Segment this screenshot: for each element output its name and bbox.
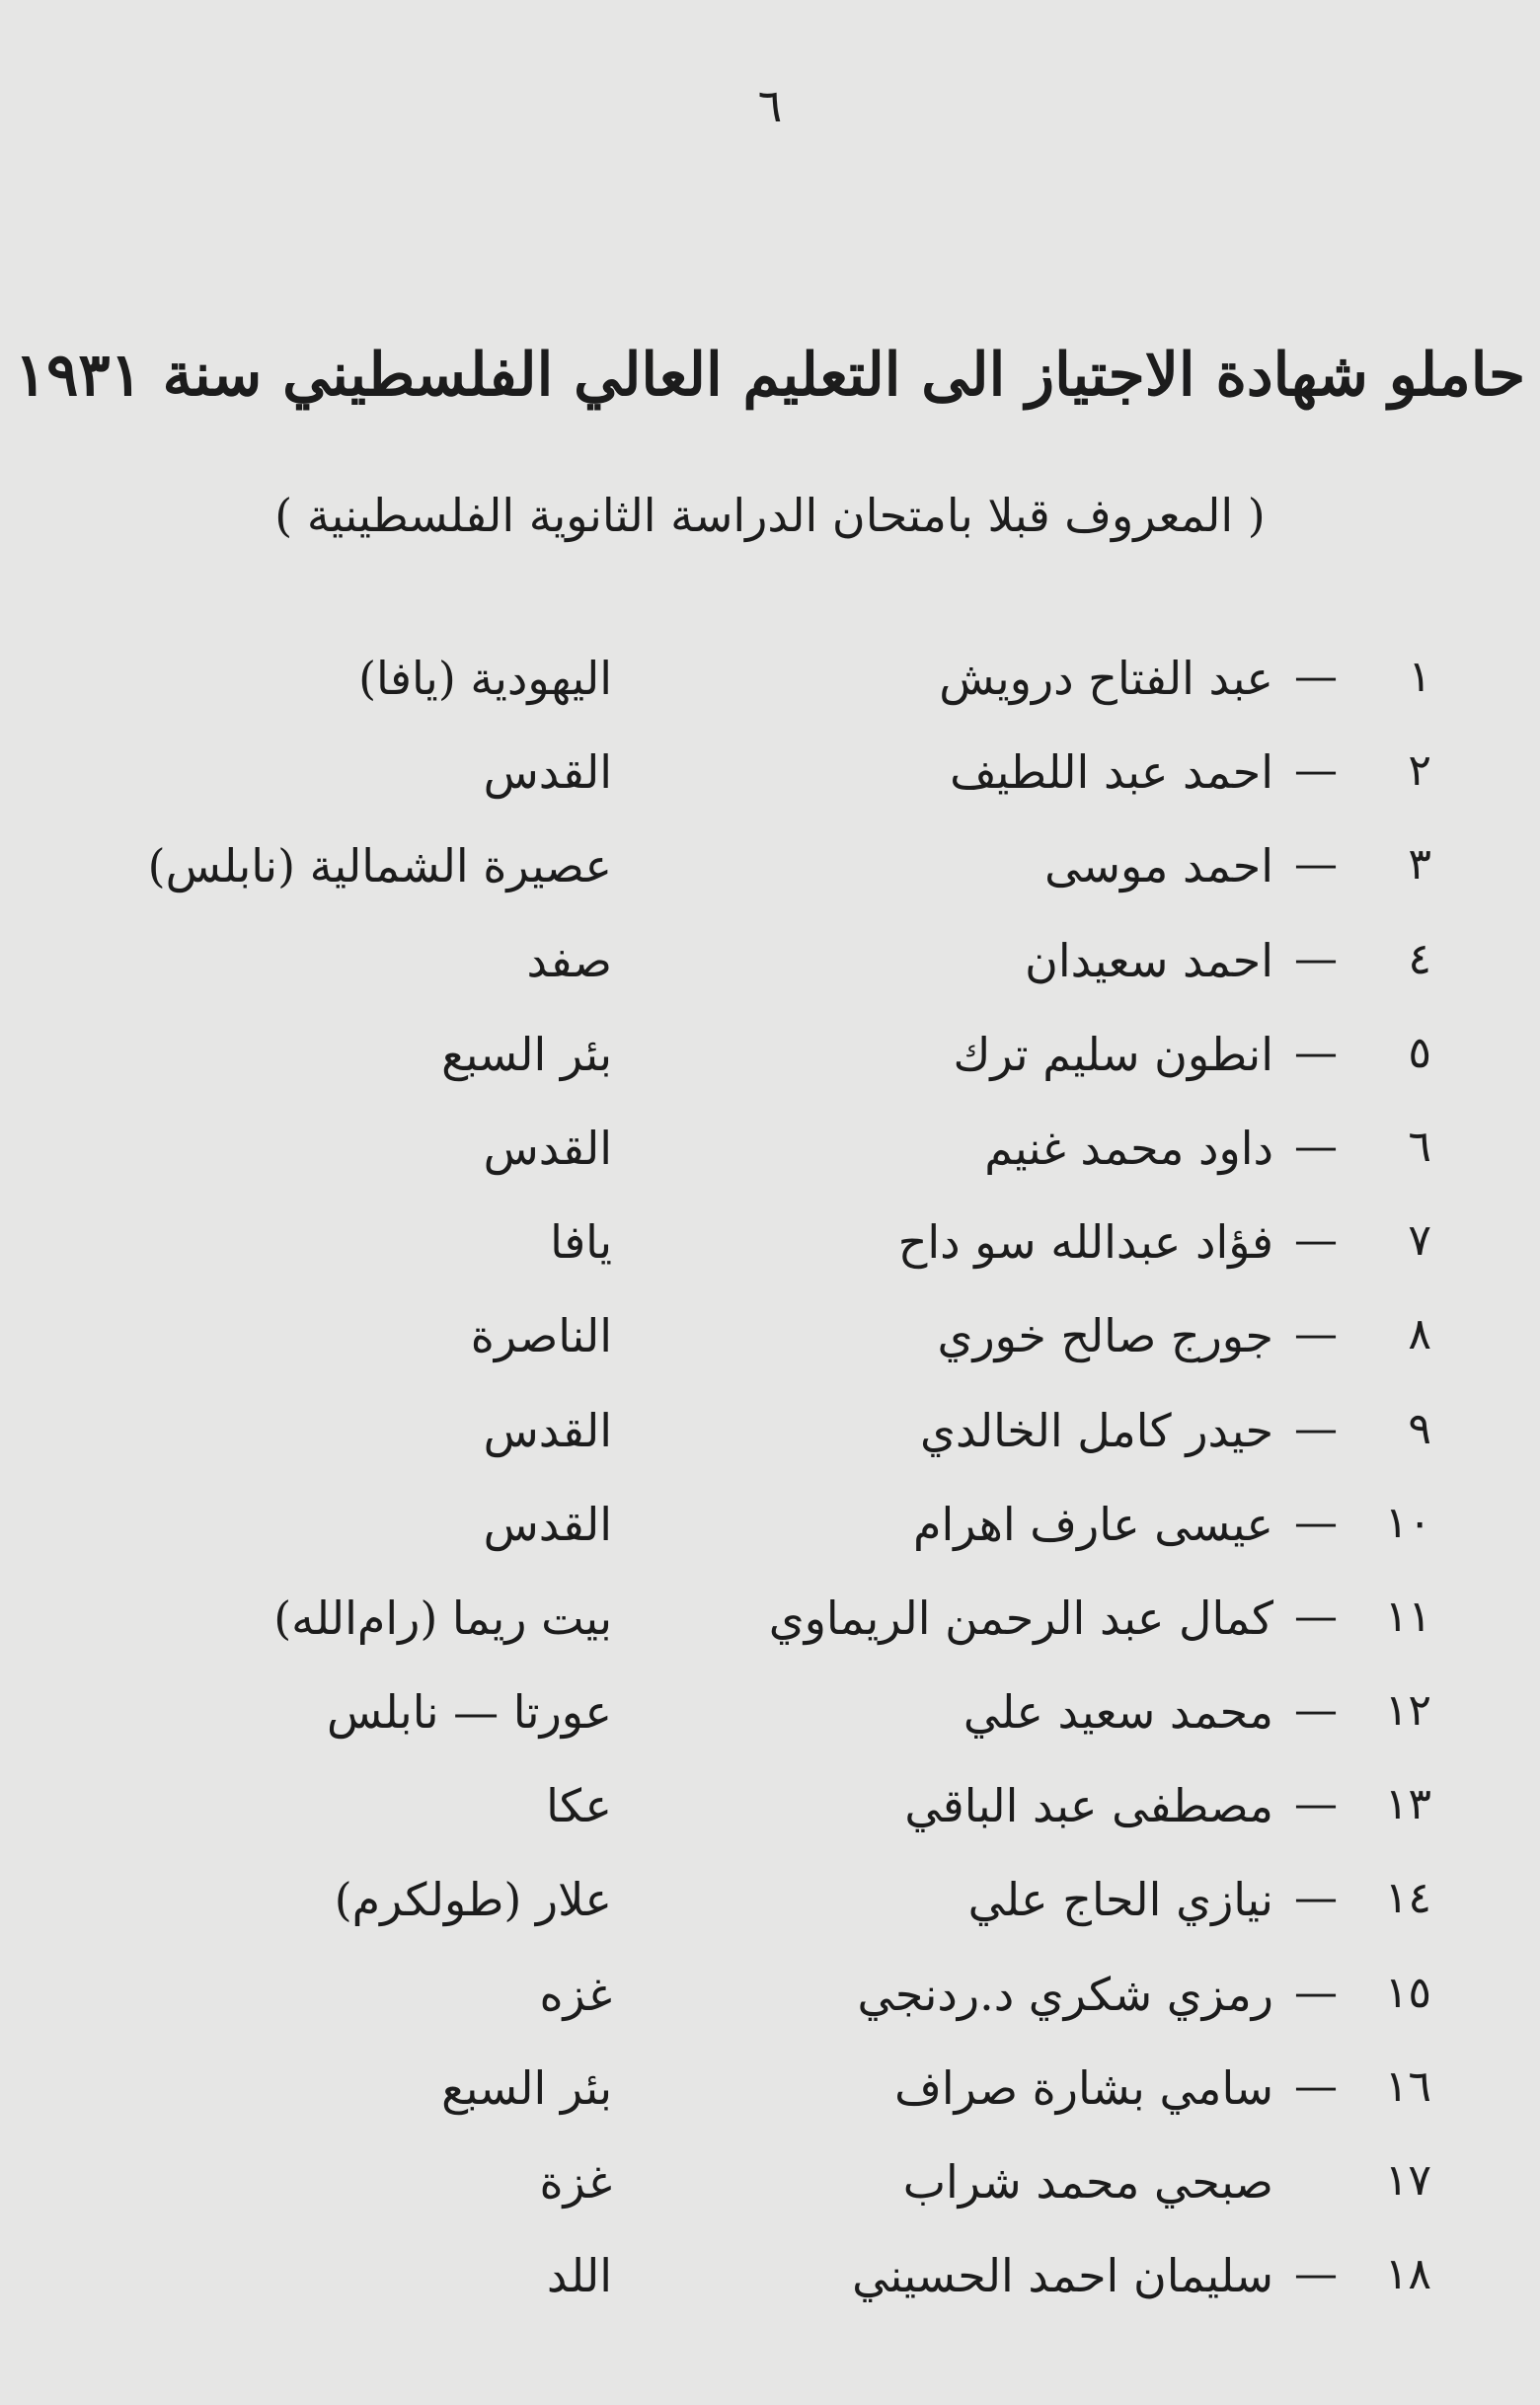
entry-dash: — — [1294, 1590, 1338, 1642]
entry-number: ١١ — [1384, 1590, 1431, 1642]
entry-dash: — — [1294, 1497, 1338, 1548]
entry-name: عيسى عارف اهرام — [913, 1497, 1273, 1551]
entry-name: احمد سعيدان — [1025, 933, 1273, 987]
entry-name: انطون سليم ترك — [953, 1027, 1273, 1081]
list-item — [59, 1486, 1431, 1580]
entry-dash: — — [1294, 1403, 1338, 1454]
list-item — [59, 1861, 1431, 1955]
entry-dash: — — [1294, 839, 1338, 891]
entry-dash: — — [1294, 2060, 1338, 2112]
entry-name: جورج صالح خوري — [937, 1309, 1273, 1363]
entry-name: احمد موسى — [1044, 839, 1273, 893]
entry-number: ١٦ — [1384, 2060, 1431, 2112]
graduates-list — [59, 640, 1431, 2331]
entry-dash: — — [1294, 652, 1338, 702]
entry-name: سامي بشارة صراف — [894, 2060, 1273, 2115]
entry-place: عورتا — نابلس — [327, 1685, 612, 1740]
entry-dash: — — [1294, 1309, 1338, 1360]
entry-name: رمزي شكري د.ردنجي — [857, 1967, 1273, 2021]
entry-place: بئر السبع — [441, 2060, 612, 2115]
entry-number: ٩ — [1408, 1403, 1431, 1454]
entry-number: ٢ — [1408, 745, 1431, 797]
entry-place: القدس — [483, 1403, 612, 1457]
entry-dash: — — [1294, 1779, 1338, 1830]
entry-number: ١٨ — [1384, 2249, 1431, 2300]
entry-number: ١٢ — [1384, 1685, 1431, 1737]
entry-place: القدس — [483, 1497, 612, 1551]
entry-name: داود محمد غنيم — [984, 1121, 1273, 1175]
list-item — [59, 734, 1431, 827]
entry-dash: — — [1294, 2249, 1338, 2300]
list-item — [59, 2143, 1431, 2237]
list-item — [59, 1297, 1431, 1391]
entry-place: علار (طولكرم) — [334, 1873, 612, 1927]
entry-dash: — — [1294, 933, 1338, 984]
list-item — [59, 1392, 1431, 1486]
entry-place: بيت ريما (رام‌الله) — [273, 1590, 612, 1645]
entry-number: ١٣ — [1384, 1779, 1431, 1830]
entry-number: ٨ — [1408, 1309, 1431, 1360]
list-item — [59, 1956, 1431, 2050]
entry-dash: — — [1294, 1215, 1338, 1267]
entry-place: صفد — [526, 933, 612, 987]
entry-number: ١٤ — [1384, 1873, 1431, 1924]
list-item — [59, 1110, 1431, 1203]
entry-name: حيدر كامل الخالدي — [920, 1403, 1273, 1457]
entry-name: صبحي محمد شراب — [902, 2155, 1273, 2209]
list-item — [59, 640, 1431, 734]
entry-name: نيازي الحاج علي — [967, 1873, 1273, 1927]
entry-name: عبد الفتاح درويش — [939, 652, 1273, 705]
page-subtitle: ( المعروف قبلا بامتحان الدراسة الثانوية الفلسطينية ) — [274, 489, 1266, 542]
entry-dash: — — [1294, 745, 1338, 797]
list-item — [59, 2237, 1431, 2331]
entry-name: محمد سعيد علي — [962, 1685, 1273, 1740]
entry-number: ١٧ — [1384, 2155, 1431, 2206]
entry-number: ١٠ — [1384, 1497, 1431, 1548]
entry-number: ١٥ — [1384, 1967, 1431, 2018]
entry-name: احمد عبد اللطيف — [950, 745, 1273, 800]
entry-place: الناصرة — [470, 1309, 612, 1363]
page-number: ٦ — [757, 79, 783, 132]
entry-place: غزه — [539, 1967, 612, 2021]
entry-place: القدس — [483, 745, 612, 800]
list-item — [59, 827, 1431, 921]
list-item — [59, 2050, 1431, 2143]
entry-place: يافا — [550, 1215, 612, 1270]
entry-place: اليهودية (يافا) — [358, 652, 612, 705]
list-item — [59, 1580, 1431, 1673]
entry-place: اللد — [546, 2249, 612, 2303]
entry-name: مصطفى عبد الباقي — [904, 1779, 1273, 1833]
entry-dash: — — [1294, 1685, 1338, 1737]
list-item — [59, 1016, 1431, 1110]
list-item — [59, 1203, 1431, 1297]
entry-place: بئر السبع — [441, 1027, 612, 1081]
entry-dash: — — [1294, 1027, 1338, 1078]
entry-number: ٤ — [1408, 933, 1431, 984]
list-item — [59, 1673, 1431, 1767]
entry-place: غزة — [539, 2155, 612, 2209]
list-item — [59, 922, 1431, 1016]
entry-place: عصيرة الشمالية (نابلس) — [147, 839, 612, 893]
list-item — [59, 1767, 1431, 1861]
entry-name: كمال عبد الرحمن الريماوي — [768, 1590, 1273, 1645]
entry-name: سليمان احمد الحسيني — [852, 2249, 1273, 2303]
entry-dash: — — [1294, 1873, 1338, 1924]
entry-dash: — — [1294, 1967, 1338, 2018]
entry-place: عكا — [546, 1779, 612, 1833]
entry-number: ٥ — [1408, 1027, 1431, 1078]
entry-number: ٣ — [1408, 839, 1431, 891]
entry-dash: — — [1294, 1121, 1338, 1172]
entry-number: ٧ — [1408, 1215, 1431, 1267]
entry-number: ٦ — [1408, 1121, 1431, 1172]
page-title: حاملو شهادة الاجتياز الى التعليم العالي الفلسطيني سنة ١٩٣١ — [14, 341, 1526, 410]
entry-number: ١ — [1408, 652, 1431, 702]
entry-name: فؤاد عبدالله سو داح — [897, 1215, 1273, 1270]
entry-place: القدس — [483, 1121, 612, 1175]
